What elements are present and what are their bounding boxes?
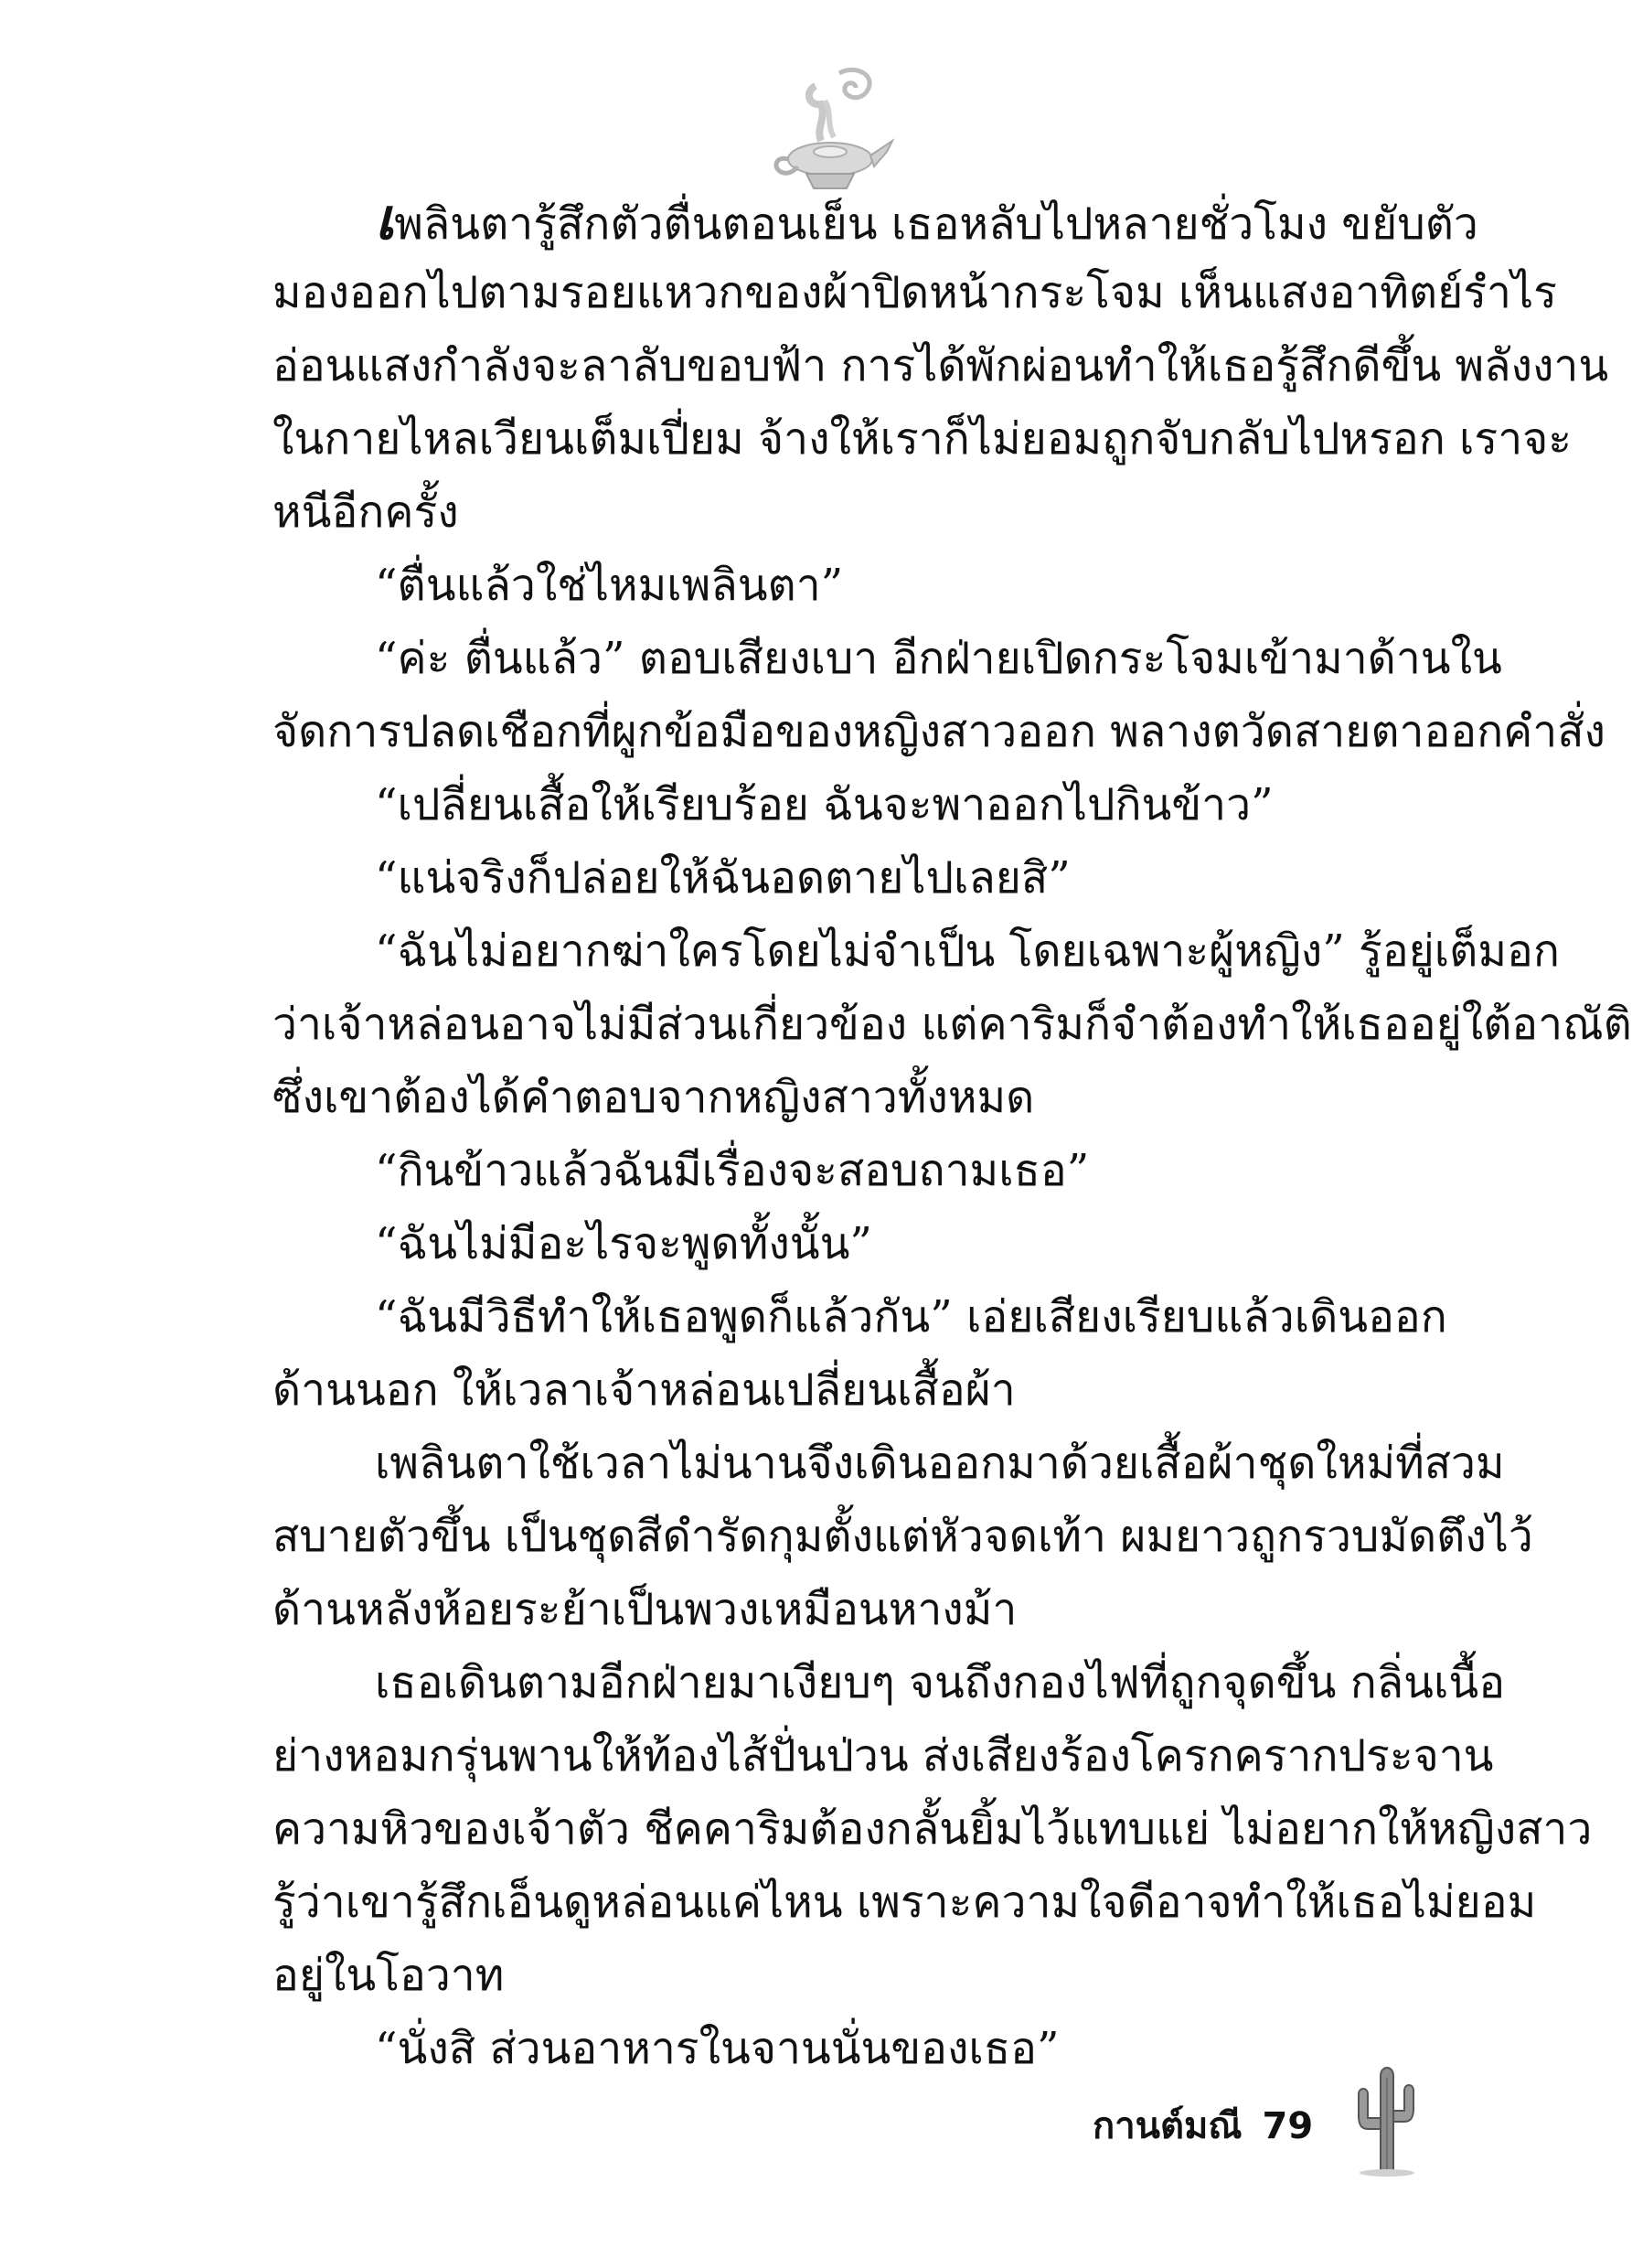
text-line: “ตื่นแล้วใช่ไหมเพลินตา” <box>375 560 844 611</box>
text-line: ว่าเจ้าหล่อนอาจไม่มีส่วนเกี่ยวข้อง แต่คาริมก็จำต้องทำให้เธออยู่ใต้อาณัติ <box>272 999 1632 1050</box>
text-line: ย่างหอมกรุ่นพานให้ท้องไส้ปั่นป่วน ส่งเสียงร้องโครกครากประจาน <box>272 1730 1494 1781</box>
text-line: อ่อนแสงกำลังจะลาลับขอบฟ้า การได้พักผ่อนทำให้เธอรู้สึกดีขึ้น พลังงาน <box>272 340 1609 391</box>
text-line: “ฉันไม่มีอะไรจะพูดทั้งนั้น” <box>375 1218 872 1269</box>
page-number: 79 <box>1262 2105 1314 2147</box>
text-line: รู้ว่าเขารู้สึกเอ็นดูหล่อนแค่ไหน เพราะความใจดีอาจทำให้เธอไม่ยอม <box>272 1877 1537 1928</box>
text-line: เพลินตารู้สึกตัวตื่นตอนเย็น เธอหลับไปหลายชั่วโมง ขยับตัว <box>375 186 1478 252</box>
text-line: จัดการปลดเชือกที่ผูกข้อมือของหญิงสาวออก พลางตวัดสายตาออกคำสั่ง <box>272 706 1605 757</box>
text-line: หนีอีกครั้ง <box>272 487 459 538</box>
text-line: มองออกไปตามรอยแหวกของผ้าปิดหน้ากระโจม เห็นแสงอาทิตย์รำไร <box>272 267 1557 318</box>
text-line: “นั่งสิ ส่วนอาหารในจานนั่นของเธอ” <box>375 2023 1060 2074</box>
text-line: “เปลี่ยนเสื้อให้เรียบร้อย ฉันจะพาออกไปกินข้าว” <box>375 779 1274 830</box>
text-line: เธอเดินตามอีกฝ่ายมาเงียบๆ จนถึงกองไฟที่ถูกจุดขึ้น กลิ่นเนื้อ <box>375 1657 1506 1708</box>
genie-lamp-icon <box>768 64 896 201</box>
text-line: สบายตัวขึ้น เป็นชุดสีดำรัดกุมตั้งแต่หัวจดเท้า ผมยาวถูกรวบมัดตึงไว้ <box>272 1511 1533 1562</box>
text-line: “ฉันมีวิธีทำให้เธอพูดก็แล้วกัน” เอ่ยเสียงเรียบแล้วเดินออก <box>375 1291 1447 1343</box>
text-line: เพลินตาใช้เวลาไม่นานจึงเดินออกมาด้วยเสื้อผ้าชุดใหม่ที่สวม <box>375 1438 1505 1489</box>
text-line: “ฉันไม่อยากฆ่าใครโดยไม่จำเป็น โดยเฉพาะผู้หญิง” รู้อยู่เต็มอก <box>375 925 1560 977</box>
text-line: ด้านนอก ให้เวลาเจ้าหล่อนเปลี่ยนเสื้อผ้า <box>272 1364 1016 1416</box>
text-line: ความหิวของเจ้าตัว ชีคคาริมต้องกลั้นยิ้มไว้แทบแย่ ไม่อยากให้หญิงสาว <box>272 1803 1593 1855</box>
text-line: ในกายไหลเวียนเต็มเปี่ยม จ้างให้เราก็ไม่ยอมถูกจับกลับไปหรอก เราจะ <box>272 413 1573 465</box>
text-line: “แน่จริงก็ปล่อยให้ฉันอดตายไปเลยสิ” <box>375 852 1071 904</box>
cactus-icon <box>1344 2058 1426 2177</box>
text-line: ด้านหลังห้อยระย้าเป็นพวงเหมือนหางม้า <box>272 1584 1018 1635</box>
drop-cap: เ <box>375 186 395 252</box>
text-line: ซึ่งเขาต้องได้คำตอบจากหญิงสาวทั้งหมด <box>272 1072 1035 1123</box>
text-line: อยู่ในโอวาท <box>272 1950 505 2001</box>
text-line: “กินข้าวแล้วฉันมีเรื่องจะสอบถามเธอ” <box>375 1145 1090 1196</box>
page-footer <box>1093 2090 1330 2163</box>
text-line: “ค่ะ ตื่นแล้ว” ตอบเสียงเบา อีกฝ่ายเปิดกระโจมเข้ามาด้านใน <box>375 633 1502 684</box>
book-title: กานต์มณี <box>1093 2105 1243 2147</box>
body-text <box>272 183 1632 2085</box>
